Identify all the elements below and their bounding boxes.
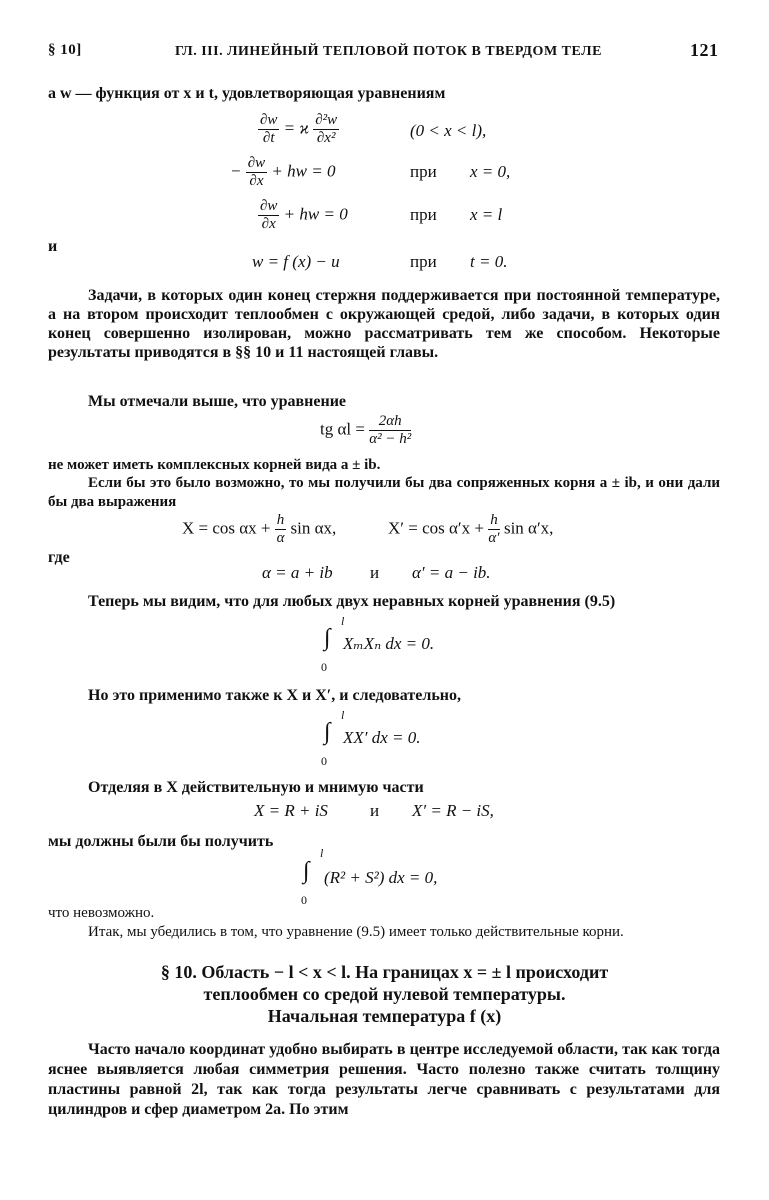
integral-3-sign: ∫ <box>303 858 310 884</box>
integral-1-upper: l <box>341 614 345 628</box>
integral-2-sign: ∫ <box>324 719 331 745</box>
integral-3-body: (R² + S²) dx = 0, <box>324 868 438 887</box>
paragraph-origin: Часто начало координат удобно выбирать в центре исследуемой области, так как тогда яснее выявляется любая симметрия решения. Часто полезно также считать толщину пластины равной 2l, так как тогда результаты легче сравнивать с результатами для цилиндров и сфер диаметром 2a. По этим <box>48 1041 720 1118</box>
paragraph-no-complex: не может иметь комплексных корней вида a ± ib. <box>48 457 381 473</box>
equation-X-prime: X′ = cos α′x + $\frac{h}{\alpha'}$ sin α′x, <box>388 512 554 546</box>
integral-2-upper: l <box>341 708 345 722</box>
equation-pri-3: при <box>410 252 437 271</box>
equation-pri-1: при <box>410 162 437 181</box>
equation-X: X = cos αx + $\frac{h}{\alpha}$ sin αx, <box>182 512 337 546</box>
integral-1-sign: ∫ <box>324 625 331 651</box>
paragraph-equation-intro: Мы отмечали выше, что уравнение <box>88 393 347 410</box>
header-title: ГЛ. III. ЛИНЕЙНЫЙ ТЕПЛОВОЙ ПОТОК В ТВЕРДОМ ТЕЛЕ <box>175 44 602 59</box>
integral-1-body: XₘXₙ dx = 0. <box>343 634 435 653</box>
integral-3-lower: 0 <box>301 893 307 907</box>
equation-pri-2: при <box>410 205 437 224</box>
integral-3-upper: l <box>320 846 324 860</box>
equation-X-RS: X = R + iS <box>254 801 328 820</box>
paragraph-conjugate: Если бы это было возможно, то мы получили бы два сопряженных корня a ± ib, и они дали бы два выражения <box>48 475 720 510</box>
integral-2-body: XX′ dx = 0. <box>343 728 421 747</box>
equation-boundary-right-condition: x = l <box>470 205 503 224</box>
section-title-line-2: теплообмен со средой нулевой температуры. <box>203 984 566 1004</box>
equation-initial-condition: t = 0. <box>470 252 508 271</box>
paragraph-applies: Но это применимо также к X и X′, и следовательно, <box>88 687 462 704</box>
equation-heat: $\frac{\partial w}{\partial t}$ = ϰ $\frac{\text{∂²w}}{\text{∂x²}}$ <box>260 112 338 146</box>
alpha-and: и <box>370 563 380 582</box>
equation-X-prime-RS: X′ = R − iS, <box>412 801 494 820</box>
paragraph-should-get: мы должны были бы получить <box>48 833 274 850</box>
equation-alpha-prime: α′ = a − ib. <box>412 563 491 582</box>
equation-heat-condition: (0 < x < l), <box>410 121 487 140</box>
impossible-text: что невозможно. <box>48 905 155 921</box>
section-title-line-3: Начальная температура f (x) <box>267 1006 502 1026</box>
equation-initial: w = f (x) − u <box>252 252 340 271</box>
page-number: 121 <box>690 40 719 60</box>
equation-alpha: α = a + ib <box>262 563 333 582</box>
integral-2-lower: 0 <box>321 754 327 768</box>
header-section: § 10] <box>48 42 82 58</box>
RS-and: и <box>370 801 380 820</box>
equation-boundary-right: $\frac{\partial w}{\partial x}$ + hw = 0 <box>260 198 348 232</box>
equation-boundary-left: − $\frac{\partial w}{\partial x}$ + hw = 0 <box>230 155 336 189</box>
intro-line: а w — функция от x и t, удовлетворяющая уравнениям <box>48 85 446 102</box>
paragraph-orthogonality: Теперь мы видим, что для любых двух неравных корней уравнения (9.5) <box>88 593 616 610</box>
where-label: где <box>48 549 70 566</box>
equation-tg: tg αl = $\frac{2\alpha h}{\text{α² − h²}}$ <box>320 413 412 447</box>
equation-boundary-left-condition: x = 0, <box>470 162 511 181</box>
conclusion-text: Итак, мы убедились в том, что уравнение (9.5) имеет только действительные корни. <box>88 924 624 940</box>
paragraph-separate: Отделяя в X действительную и мнимую части <box>88 779 424 796</box>
integral-1-lower: 0 <box>321 660 327 674</box>
and-label: и <box>48 238 58 255</box>
paragraph-other-problems: Задачи, в которых один конец стержня поддерживается при постоянной температуре, а на втором происходит теплообмен с окружающей средой, либо задачи, в которых один конец совершенно изолирован, можно рассматривать тем же способом. Некоторые результаты приводятся в §§ 10 и 11 настоящей главы. <box>48 287 720 361</box>
section-title-line-1: § 10. Область − l < x < l. На границах x = ± l происходит <box>160 962 609 982</box>
